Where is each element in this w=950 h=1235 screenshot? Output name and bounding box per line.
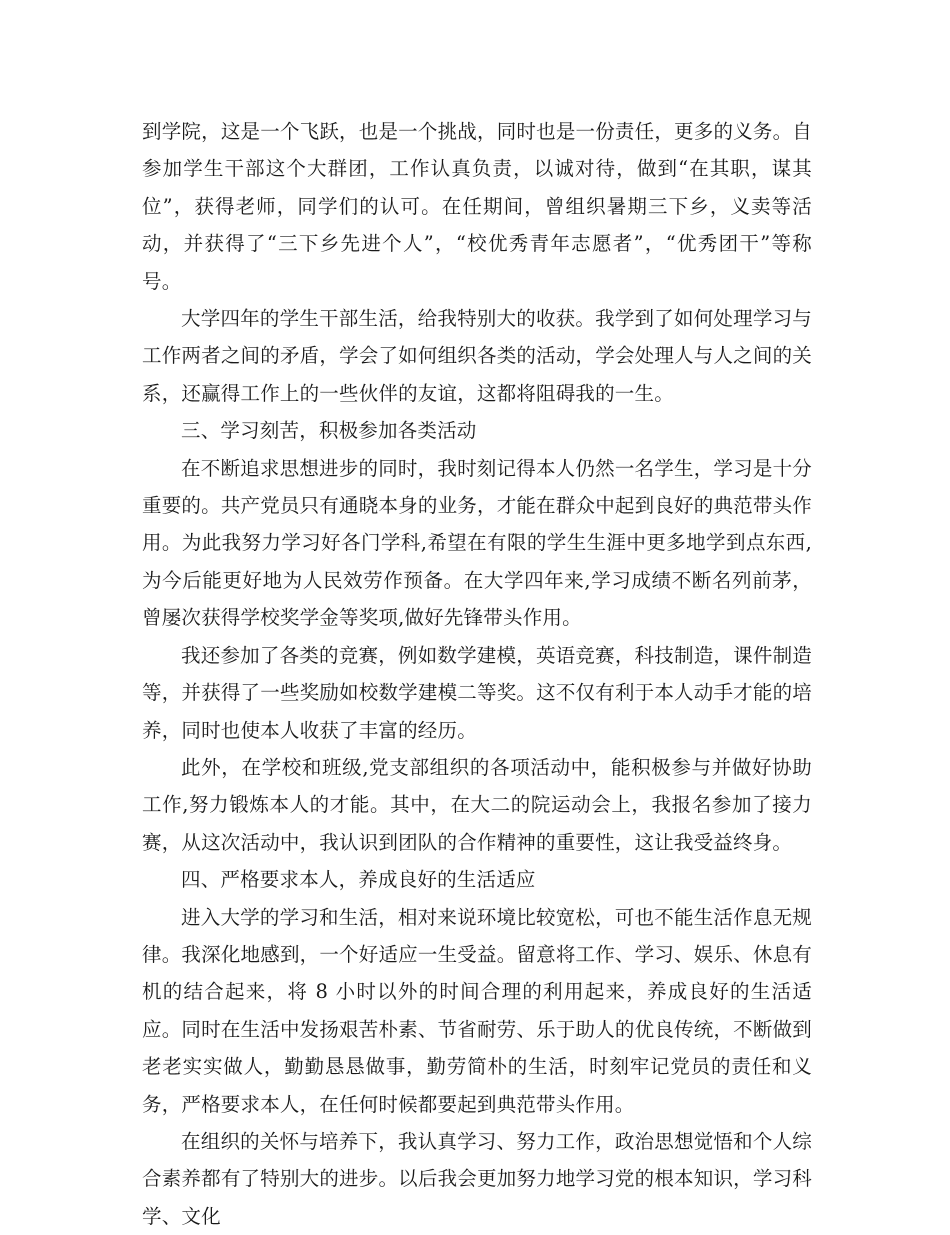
paragraph: 进入大学的学习和生活，相对来说环境比较宽松，可也不能生活作息无规律。我深化地感到，一个好适应一生受益。留意将工作、学习、娱乐、休息有机的结合起来，将 8 小时以外的时间合理的利用起来，养成良好的生活适应。同时在生活中发扬艰苦朴素、节省耐劳、乐于助人的优良传统，不断做到老老实实做人，勤勤恳恳做事，勤劳简朴的生活，时刻牢记党员的责任和义务，严格要求本人，在任何时候都要起到典范带头作用。 bbox=[142, 905, 812, 1116]
paragraph: 到学院，这是一个飞跃，也是一个挑战，同时也是一份责任，更多的义务。自参加学生干部这个大群团，工作认真负责，以诚对待，做到“在其职，谋其位”，获得老师，同学们的认可。在任期间，曾组织暑期三下乡，义卖等活动，并获得了“三下乡先进个人”，“校优秀青年志愿者”，“优秀团干”等称号。 bbox=[142, 120, 812, 293]
paragraph: 大学四年的学生干部生活，给我特别大的收获。我学到了如何处理学习与工作两者之间的矛盾，学会了如何组织各类的活动，学会处理人与人之间的关系，还赢得工作上的一些伙伴的友谊，这都将阻碍我的一生。 bbox=[142, 307, 812, 405]
section-heading: 四、严格要求本人，养成良好的生活适应 bbox=[181, 868, 536, 892]
paragraph: 在不断追求思想进步的同时，我时刻记得本人仍然一名学生，学习是十分重要的。共产党员只有通晓本身的业务，才能在群众中起到良好的典范带头作用。为此我努力学习好各门学科,希望在有限的学生生涯中更多地学到点东西,为今后能更好地为人民效劳作预备。在大学四年来,学习成绩不断名列前茅，曾屡次获得学校奖学金等奖项,做好先锋带头作用。 bbox=[142, 456, 812, 630]
paragraph: 我还参加了各类的竞赛，例如数学建模，英语竞赛，科技制造，课件制造等，并获得了一些奖励如校数学建模二等奖。这不仅有利于本人动手才能的培养，同时也使本人收获了丰富的经历。 bbox=[142, 643, 812, 742]
paragraph: 在组织的关怀与培养下，我认真学习、努力工作，政治思想觉悟和个人综合素养都有了特别大的进步。以后我会更加努力地学习党的根本知识，学习科学、文化 bbox=[142, 1129, 812, 1228]
document-body bbox=[142, 113, 812, 1235]
paragraph: 此外，在学校和班级,党支部组织的各项活动中，能积极参与并做好协助工作,努力锻炼本人的才能。其中，在大二的院运动会上，我报名参加了接力赛，从这次活动中，我认识到团队的合作精神的重要性，这让我受益终身。 bbox=[142, 755, 812, 854]
section-heading: 三、学习刻苦，积极参加各类活动 bbox=[181, 419, 477, 443]
